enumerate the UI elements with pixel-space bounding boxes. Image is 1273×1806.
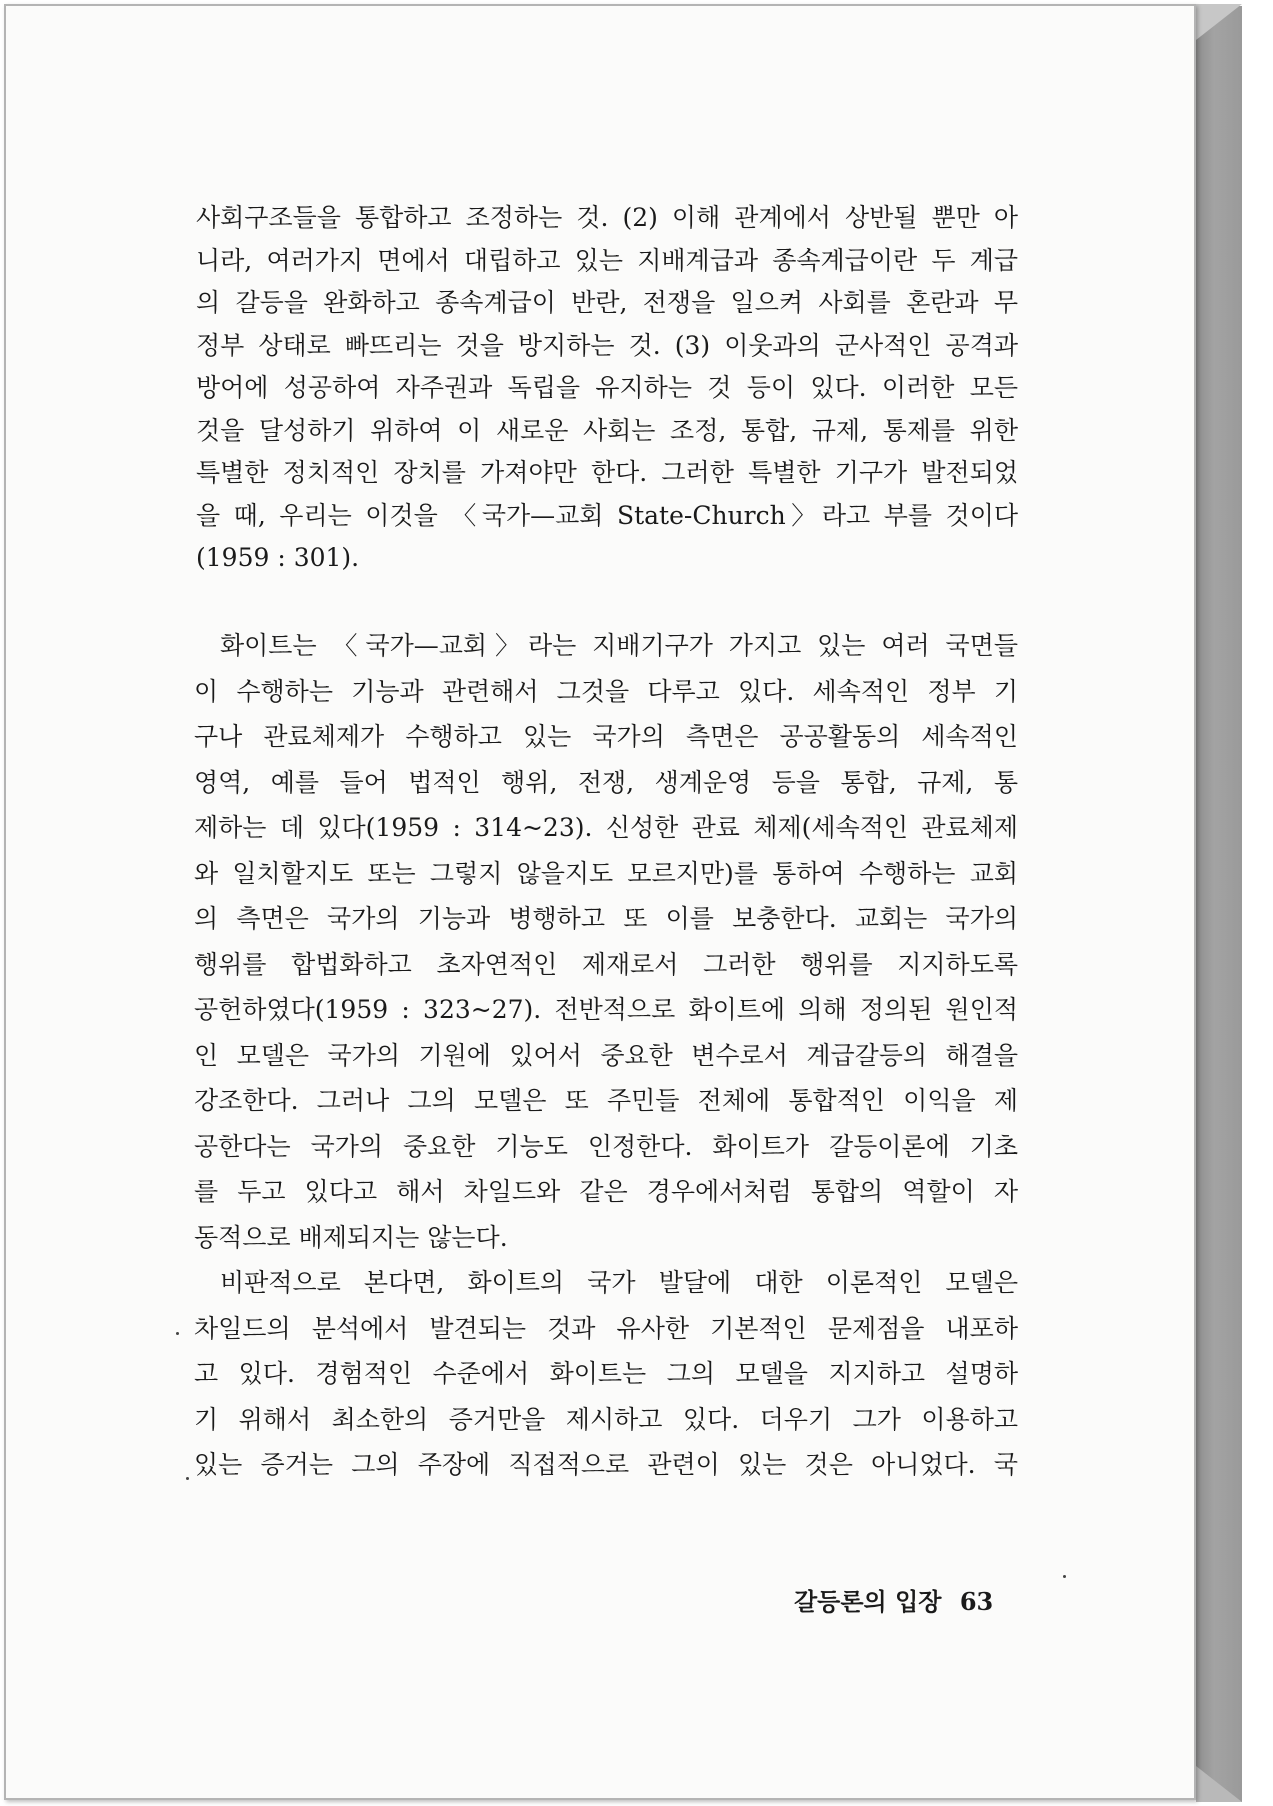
quote-line: 특별한 정치적인 장치를 가져야만 한다. 그러한 특별한 기구가 발전되었 [196,458,1018,487]
quote-line: 것을 달성하기 위하여 이 새로운 사회는 조정, 통합, 규제, 통제를 위한 [196,415,1018,445]
quote-line: (1959 : 301). [196,543,360,572]
scan-speck [186,1477,189,1480]
quote-line: 정부 상태로 빠뜨리는 것을 방지하는 것. (3) 이웃과의 군사적인 공격과 [196,330,1018,360]
book-page-edge-bottom [1196,1766,1242,1802]
book-page [4,4,1196,1800]
running-title: 갈등론의 입장 [794,1587,942,1616]
body-line: 의 측면은 국가의 기능과 병행하고 또 이를 보충한다. 교회는 국가의 [194,904,1018,933]
quote-line: 을 때, 우리는 이것을 〈국가—교회 State-Church〉라고 부를 것이다 [196,500,1018,530]
body-line: 화이트는 〈국가—교회〉라는 지배기구가 가지고 있는 여러 국면들 [220,631,1018,660]
quote-line: 의 갈등을 완화하고 종속계급이 반란, 전쟁을 일으켜 사회를 혼란과 무 [196,288,1018,317]
body-line: 동적으로 배제되지는 않는다. [194,1222,508,1252]
body-line: 강조한다. 그러나 그의 모델은 또 주민들 전체에 통합적인 이익을 제 [194,1086,1018,1115]
body-line: 공헌하였다(1959 : 323~27). 전반적으로 화이트에 의해 정의된 원인적 [194,995,1018,1024]
paragraph-2 [196,1260,1018,1488]
body-line: 공한다는 국가의 중요한 기능도 인정한다. 화이트가 갈등이론에 기초 [194,1131,1018,1161]
body-line: 를 두고 있다고 해서 차일드와 같은 경우에서처럼 통합의 역할이 자 [194,1177,1018,1206]
body-line: 구나 관료체제가 수행하고 있는 국가의 측면은 공공활동의 세속적인 [194,722,1018,751]
quote-line: 니라, 여러가지 면에서 대립하고 있는 지배계급과 종속계급이란 두 계급 [196,245,1018,275]
quote-line: 방어에 성공하여 자주권과 독립을 유지하는 것 등이 있다. 이러한 모든 [196,373,1018,402]
body-line: 차일드의 분석에서 발견되는 것과 유사한 기본적인 문제점을 내포하 [194,1313,1018,1343]
block-quote [196,197,1018,580]
paragraph-1 [196,623,1018,1260]
body-line: 인 모델은 국가의 기원에 있어서 중요한 변수로서 계급갈등의 해결을 [194,1040,1018,1070]
page-footer [794,1582,993,1617]
body-line: 이 수행하는 기능과 관련해서 그것을 다루고 있다. 세속적인 정부 기 [194,676,1018,706]
body-line: 기 위해서 최소한의 증거만을 제시하고 있다. 더우기 그가 이용하고 [194,1404,1018,1434]
page-number: 63 [959,1587,994,1616]
body-line: 와 일치할지도 또는 그렇지 않을지도 모르지만)를 통하여 수행하는 교회 [194,858,1018,888]
body-line: 비판적으로 본다면, 화이트의 국가 발달에 대한 이론적인 모델은 [220,1268,1018,1297]
body-line: 영역, 예를 들어 법적인 행위, 전쟁, 생계운영 등을 통합, 규제, 통 [194,767,1018,797]
body-text [196,623,1018,1488]
body-line: 고 있다. 경험적인 수준에서 화이트는 그의 모델을 지지하고 설명하 [194,1359,1018,1388]
quote-line: 사회구조들을 통합하고 조정하는 것. (2) 이해 관계에서 상반될 뿐만 아 [196,203,1018,232]
scan-speck [176,1332,179,1335]
book-page-edge [1196,6,1242,1802]
body-line: 행위를 합법화하고 초자연적인 제재로서 그러한 행위를 지지하도록 [194,949,1018,979]
book-page-edge-top [1196,4,1242,40]
body-line: 제하는 데 있다(1959 : 314~23). 신성한 관료 체제(세속적인 관료체제 [194,813,1018,842]
body-line: 있는 증거는 그의 주장에 직접적으로 관련이 있는 것은 아니었다. 국 [194,1450,1018,1479]
scan-speck [1063,1575,1066,1578]
